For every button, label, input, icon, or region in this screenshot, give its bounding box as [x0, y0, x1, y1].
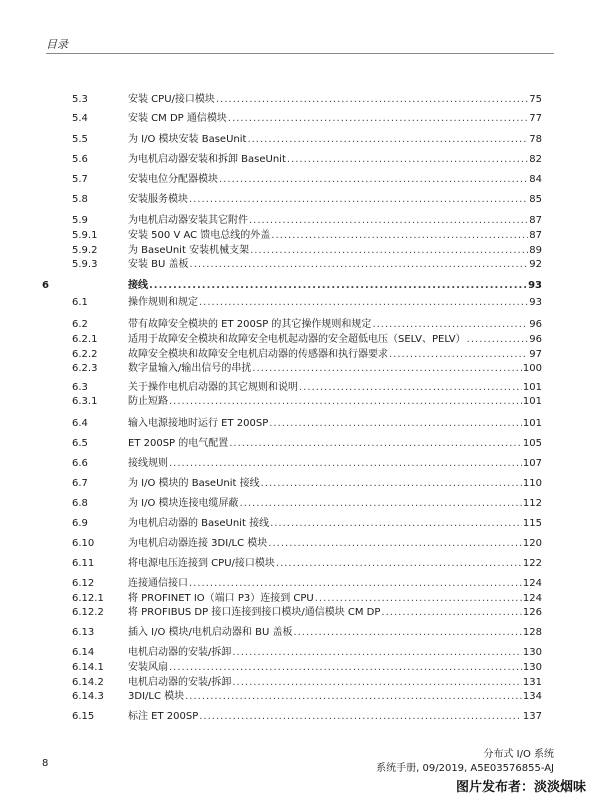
toc-line — [128, 557, 542, 571]
toc-title: 为 BaseUnit 安装机械支架 — [128, 245, 250, 256]
toc-line — [128, 690, 542, 704]
toc-line — [128, 497, 542, 511]
toc-line — [128, 437, 542, 451]
toc-page-number: 134 — [522, 691, 542, 702]
toc-entry[interactable] — [0, 437, 600, 451]
toc-page-number: 122 — [522, 558, 542, 569]
header-title: 目录 — [46, 38, 68, 51]
toc-line — [128, 626, 542, 640]
toc-number: 6 — [42, 280, 49, 291]
toc-entry[interactable] — [0, 557, 600, 571]
toc-line — [128, 333, 542, 347]
toc-line — [128, 279, 542, 293]
toc-leader-dots — [247, 133, 528, 147]
toc-page-number: 84 — [529, 174, 542, 185]
toc-title: 关于操作电机启动器的其它规则和说明 — [128, 382, 298, 393]
watermark: 图片发布者：淡淡烟味 — [455, 780, 586, 795]
toc-entry[interactable] — [0, 661, 600, 675]
toc-line — [128, 417, 542, 431]
toc-page-number: 93 — [529, 297, 542, 308]
toc-page-number: 128 — [522, 627, 542, 638]
toc-line — [128, 153, 542, 167]
toc-line — [128, 592, 542, 606]
toc-title: 为电机启动器安装其它附件 — [128, 215, 248, 226]
toc-number: 6.4 — [72, 418, 88, 429]
toc-leader-dots — [189, 193, 528, 207]
toc-number: 5.9.1 — [72, 230, 98, 241]
toc-number: 6.14.3 — [72, 691, 104, 702]
toc-leader-dots — [229, 437, 522, 451]
toc-page-number: 89 — [529, 245, 542, 256]
toc-entry[interactable] — [0, 381, 600, 395]
toc-page-number: 87 — [529, 230, 542, 241]
toc-line — [128, 93, 542, 107]
toc-leader-dots — [252, 362, 522, 376]
toc-title: 插入 I/O 模块/电机启动器和 BU 盖板 — [128, 627, 293, 638]
toc-leader-dots — [199, 296, 528, 310]
toc-line — [128, 348, 542, 362]
footer-product: 分布式 I/O 系统 — [483, 749, 554, 760]
toc-entry[interactable] — [0, 417, 600, 431]
toc-page-number: 96 — [529, 319, 542, 330]
toc-page-number: 85 — [529, 194, 542, 205]
toc-page-number: 75 — [529, 94, 542, 105]
toc-number: 6.9 — [72, 518, 88, 529]
toc-line — [128, 606, 542, 620]
toc-entry[interactable] — [0, 676, 600, 690]
toc-line — [128, 296, 542, 310]
toc-entry[interactable] — [0, 214, 600, 228]
toc-title: 数字量输入/输出信号的串扰 — [128, 363, 252, 374]
toc-title: 安装电位分配器模块 — [128, 174, 218, 185]
toc-number: 5.6 — [72, 154, 88, 165]
toc-title: 安装 CPU/接口模块 — [128, 94, 215, 105]
toc-line — [128, 537, 542, 551]
footer-page-number: 8 — [42, 758, 49, 769]
toc-number: 6.2.2 — [72, 349, 98, 360]
toc-page-number: 110 — [522, 478, 542, 489]
toc-page-number: 107 — [522, 458, 542, 469]
toc-title: 为电机启动器连接 3DI/LC 模块 — [128, 538, 268, 549]
toc-page-number: 93 — [528, 280, 542, 291]
toc-page-number: 126 — [522, 607, 542, 618]
toc-title: 故障安全模块和故障安全电机启动器的传感器和执行器要求 — [128, 349, 388, 360]
toc-number: 5.7 — [72, 174, 88, 185]
toc-page-number: 101 — [522, 382, 542, 393]
toc-line — [128, 395, 542, 409]
footer-info — [376, 748, 554, 776]
toc-entry[interactable] — [0, 626, 600, 640]
toc-leader-dots — [216, 93, 528, 107]
toc-page-number: 92 — [529, 259, 542, 270]
toc-leader-dots — [169, 661, 522, 675]
toc-line — [128, 457, 542, 471]
toc-title: 安装 500 V AC 馈电总线的外盖 — [128, 230, 271, 241]
toc-line — [128, 577, 542, 591]
toc-number: 5.9 — [72, 215, 88, 226]
toc-title: 将 PROFINET IO（端口 P3）连接到 CPU — [128, 593, 314, 604]
toc-number: 6.3.1 — [72, 396, 98, 407]
toc-entry[interactable] — [0, 537, 600, 551]
toc-leader-dots — [169, 395, 522, 409]
toc-leader-dots — [276, 557, 522, 571]
toc-number: 6.10 — [72, 538, 95, 549]
toc-title: 电机启动器的安装/拆卸 — [128, 647, 232, 658]
toc-page-number: 77 — [529, 113, 542, 124]
toc-number: 6.5 — [72, 438, 88, 449]
toc-entry[interactable] — [0, 348, 600, 362]
toc-title: 接线规则 — [128, 458, 168, 469]
toc-line — [128, 193, 542, 207]
toc-leader-dots — [315, 592, 522, 606]
toc-line — [128, 646, 542, 660]
toc-title: 电机启动器的安装/拆卸 — [128, 677, 232, 688]
toc-page-number: 131 — [522, 677, 542, 688]
toc-number: 5.4 — [72, 113, 88, 124]
toc-entry[interactable] — [0, 395, 600, 409]
toc-number: 6.15 — [72, 711, 95, 722]
toc-leader-dots — [232, 676, 522, 690]
toc-title: 连接通信接口 — [128, 578, 188, 589]
toc-entry[interactable] — [0, 646, 600, 660]
toc-number: 6.14 — [72, 647, 95, 658]
footer-manual: 系统手册, 09/2019, A5E03576855-AJ — [376, 763, 554, 774]
toc-leader-dots — [149, 279, 527, 293]
toc-leader-dots — [269, 417, 522, 431]
toc-number: 6.13 — [72, 627, 95, 638]
toc-leader-dots — [270, 517, 522, 531]
toc-title: 安装 CM DP 通信模块 — [128, 113, 227, 124]
toc-entry[interactable] — [0, 577, 600, 591]
toc-number: 6.12.1 — [72, 593, 104, 604]
toc-entry[interactable] — [0, 333, 600, 347]
toc-page-number: 137 — [522, 711, 542, 722]
toc-number: 6.8 — [72, 498, 88, 509]
toc-entry[interactable] — [0, 710, 600, 724]
toc-line — [128, 258, 542, 272]
toc-entry[interactable] — [0, 93, 600, 107]
toc-leader-dots — [268, 537, 522, 551]
toc-line — [128, 517, 542, 531]
toc-entry[interactable] — [0, 112, 600, 126]
toc-line — [128, 244, 542, 258]
toc-entry[interactable] — [0, 193, 600, 207]
toc-page-number: 115 — [522, 518, 542, 529]
toc-leader-dots — [271, 229, 528, 243]
toc-number: 5.9.3 — [72, 259, 98, 270]
toc-leader-dots — [190, 258, 529, 272]
toc-leader-dots — [169, 457, 522, 471]
toc-page-number: 87 — [529, 215, 542, 226]
toc-leader-dots — [372, 318, 528, 332]
toc-number: 6.1 — [72, 297, 88, 308]
toc-page-number: 96 — [529, 334, 542, 345]
toc-entry[interactable] — [0, 258, 600, 272]
toc-title: 为 I/O 模块的 BaseUnit 接线 — [128, 478, 260, 489]
toc-title: 标注 ET 200SP — [128, 711, 199, 722]
toc-title: 防止短路 — [128, 396, 168, 407]
toc-title: 为电机启动器安装和拆卸 BaseUnit — [128, 154, 286, 165]
toc-entry[interactable] — [0, 457, 600, 471]
toc-line — [128, 381, 542, 395]
toc-title: 接线 — [128, 280, 148, 291]
toc-title: 为电机启动器的 BaseUnit 接线 — [128, 518, 270, 529]
toc-entry[interactable] — [0, 133, 600, 147]
toc-entry[interactable] — [0, 244, 600, 258]
toc-title: 带有故障安全模块的 ET 200SP 的其它操作规则和规定 — [128, 319, 372, 330]
toc-page-number: 82 — [529, 154, 542, 165]
toc-line — [128, 477, 542, 491]
toc-page-number: 97 — [529, 349, 542, 360]
toc-entry[interactable] — [0, 153, 600, 167]
toc-entry[interactable] — [0, 296, 600, 310]
toc-title: 将 PROFIBUS DP 接口连接到接口模块/通信模块 CM DP — [128, 607, 381, 618]
toc-entry[interactable] — [0, 497, 600, 511]
toc-page-number: 124 — [522, 593, 542, 604]
toc-number: 6.2.1 — [72, 334, 98, 345]
toc-entry[interactable] — [0, 477, 600, 491]
toc-number: 5.9.2 — [72, 245, 98, 256]
toc-number: 5.5 — [72, 134, 88, 145]
toc-page-number: 120 — [522, 538, 542, 549]
toc-title: 操作规则和规定 — [128, 297, 198, 308]
toc-title: 输入电源接地时运行 ET 200SP — [128, 418, 269, 429]
toc-number: 6.2.3 — [72, 363, 98, 374]
toc-line — [128, 362, 542, 376]
toc-line — [128, 318, 542, 332]
toc-leader-dots — [240, 497, 522, 511]
toc-entry[interactable] — [0, 592, 600, 606]
toc-number: 6.14.2 — [72, 677, 104, 688]
toc-page-number: 78 — [529, 134, 542, 145]
toc-number: 6.14.1 — [72, 662, 104, 673]
toc-title: 安装风扇 — [128, 662, 168, 673]
toc-leader-dots — [185, 690, 522, 704]
toc-chapter[interactable] — [0, 279, 600, 293]
toc-entry[interactable] — [0, 606, 600, 620]
toc-entry[interactable] — [0, 517, 600, 531]
toc-leader-dots — [261, 477, 522, 491]
toc-leader-dots — [232, 646, 522, 660]
toc-leader-dots — [249, 214, 528, 228]
toc-line — [128, 173, 542, 187]
toc-number: 6.3 — [72, 382, 88, 393]
toc-number: 6.12.2 — [72, 607, 104, 618]
toc-entry[interactable] — [0, 318, 600, 332]
toc-number: 5.8 — [72, 194, 88, 205]
toc-number: 6.11 — [72, 558, 95, 569]
toc-title: 安装 BU 盖板 — [128, 259, 189, 270]
toc-page-number: 105 — [522, 438, 542, 449]
toc-number: 6.12 — [72, 578, 95, 589]
toc-leader-dots — [219, 173, 528, 187]
toc-line — [128, 229, 542, 243]
toc-leader-dots — [228, 112, 528, 126]
toc-title: ET 200SP 的电气配置 — [128, 438, 229, 449]
toc-leader-dots — [293, 626, 521, 640]
toc-line — [128, 661, 542, 675]
toc-leader-dots — [287, 153, 528, 167]
toc-leader-dots — [189, 577, 522, 591]
toc-title: 适用于故障安全模块和故障安全电机起动器的安全超低电压（SELV、PELV） — [128, 334, 466, 345]
toc-number: 6.2 — [72, 319, 88, 330]
toc-entry[interactable] — [0, 173, 600, 187]
toc-leader-dots — [199, 710, 522, 724]
toc-number: 5.3 — [72, 94, 88, 105]
toc-line — [128, 676, 542, 690]
toc-page-number: 130 — [522, 662, 542, 673]
toc-page-number: 101 — [522, 418, 542, 429]
toc-title: 为 I/O 模块安装 BaseUnit — [128, 134, 247, 145]
toc-leader-dots — [389, 348, 528, 362]
toc-entry[interactable] — [0, 362, 600, 376]
toc-leader-dots — [467, 333, 529, 347]
toc-page-number: 124 — [522, 578, 542, 589]
toc-title: 安装服务模块 — [128, 194, 188, 205]
toc-title: 为 I/O 模块连接电缆屏蔽 — [128, 498, 239, 509]
toc-page-number: 100 — [522, 363, 542, 374]
toc-title: 将电源电压连接到 CPU/接口模块 — [128, 558, 275, 569]
toc-page-number: 101 — [522, 396, 542, 407]
toc-line — [128, 710, 542, 724]
toc-entry[interactable] — [0, 690, 600, 704]
toc-line — [128, 214, 542, 228]
toc-line — [128, 112, 542, 126]
toc-number: 6.6 — [72, 458, 88, 469]
toc-page-number: 112 — [522, 498, 542, 509]
toc-leader-dots — [381, 606, 521, 620]
toc-leader-dots — [299, 381, 522, 395]
toc-page-number: 130 — [522, 647, 542, 658]
toc-leader-dots — [250, 244, 528, 258]
toc-entry[interactable] — [0, 229, 600, 243]
toc-line — [128, 133, 542, 147]
toc-number: 6.7 — [72, 478, 88, 489]
toc-title: 3DI/LC 模块 — [128, 691, 185, 702]
